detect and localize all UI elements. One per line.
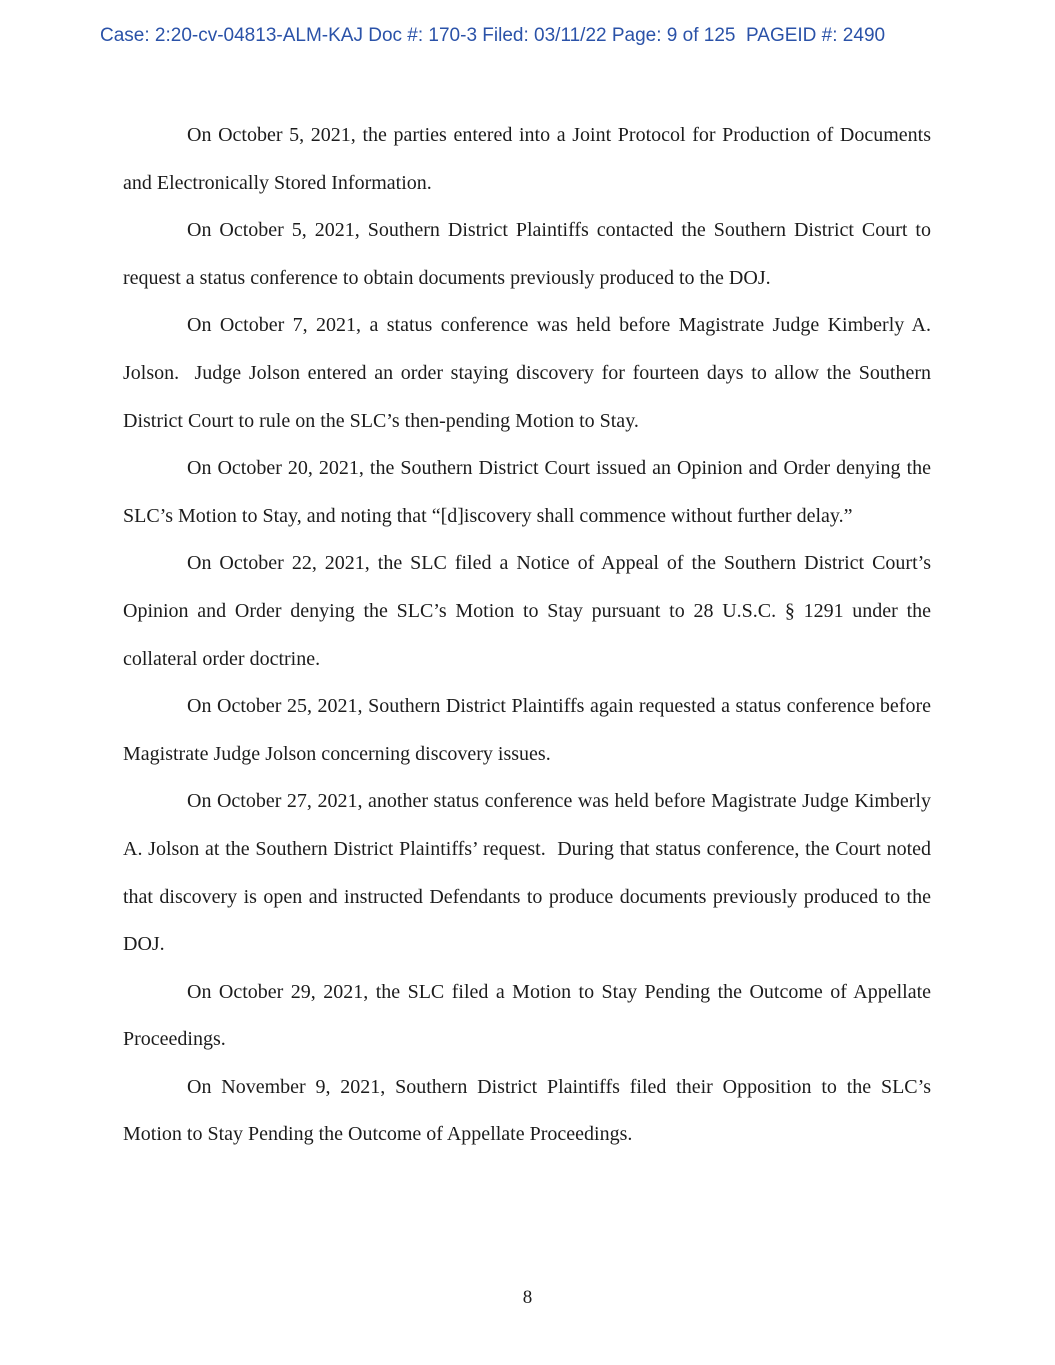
paragraph: On October 22, 2021, the SLC filed a Notice of Appeal of the Southern District Court’s Opinion and Order denying the SLC’s Motion to Stay pursuant to 28 U.S.C. § 1291 under the collateral order doctrine. <box>123 552 936 670</box>
paragraph: On October 29, 2021, the SLC filed a Motion to Stay Pending the Outcome of Appellate Proceedings. <box>123 980 936 1051</box>
paragraph: On October 27, 2021, another status conference was held before Magistrate Judge Kimberly A. Jolson at the Southern District Plaintiffs’ request. During that status conference, the Court noted that discovery is open and instructed Defendants to produce documents previously produced to the DOJ. <box>123 790 936 956</box>
case-stamp-header: Case: 2:20-cv-04813-ALM-KAJ Doc #: 170-3 Filed: 03/11/22 Page: 9 of 125 PAGEID #: 2490 <box>100 25 886 46</box>
paragraph: On October 5, 2021, the parties entered into a Joint Protocol for Production of Documents and Electronically Stored Information. <box>123 124 936 194</box>
document-body <box>123 112 936 1159</box>
paragraph: On October 5, 2021, Southern District Plaintiffs contacted the Southern District Court to request a status conference to obtain documents previously produced to the DOJ. <box>123 219 936 289</box>
page-number: 8 <box>522 1287 533 1308</box>
paragraph: On October 20, 2021, the Southern District Court issued an Opinion and Order denying the SLC’s Motion to Stay, and noting that “[d]iscovery shall commence without further delay.” <box>123 457 936 527</box>
paragraph: On October 7, 2021, a status conference was held before Magistrate Judge Kimberly A. Jolson. Judge Jolson entered an order staying discovery for fourteen days to allow the Southern District Court to rule on the SLC’s then-pending Motion to Stay. <box>123 314 936 432</box>
paragraph: On November 9, 2021, Southern District Plaintiffs filed their Opposition to the SLC’s Motion to Stay Pending the Outcome of Appellate Proceedings. <box>123 1075 936 1146</box>
paragraph: On October 25, 2021, Southern District Plaintiffs again requested a status conference before Magistrate Judge Jolson concerning discovery issues. <box>123 695 936 765</box>
